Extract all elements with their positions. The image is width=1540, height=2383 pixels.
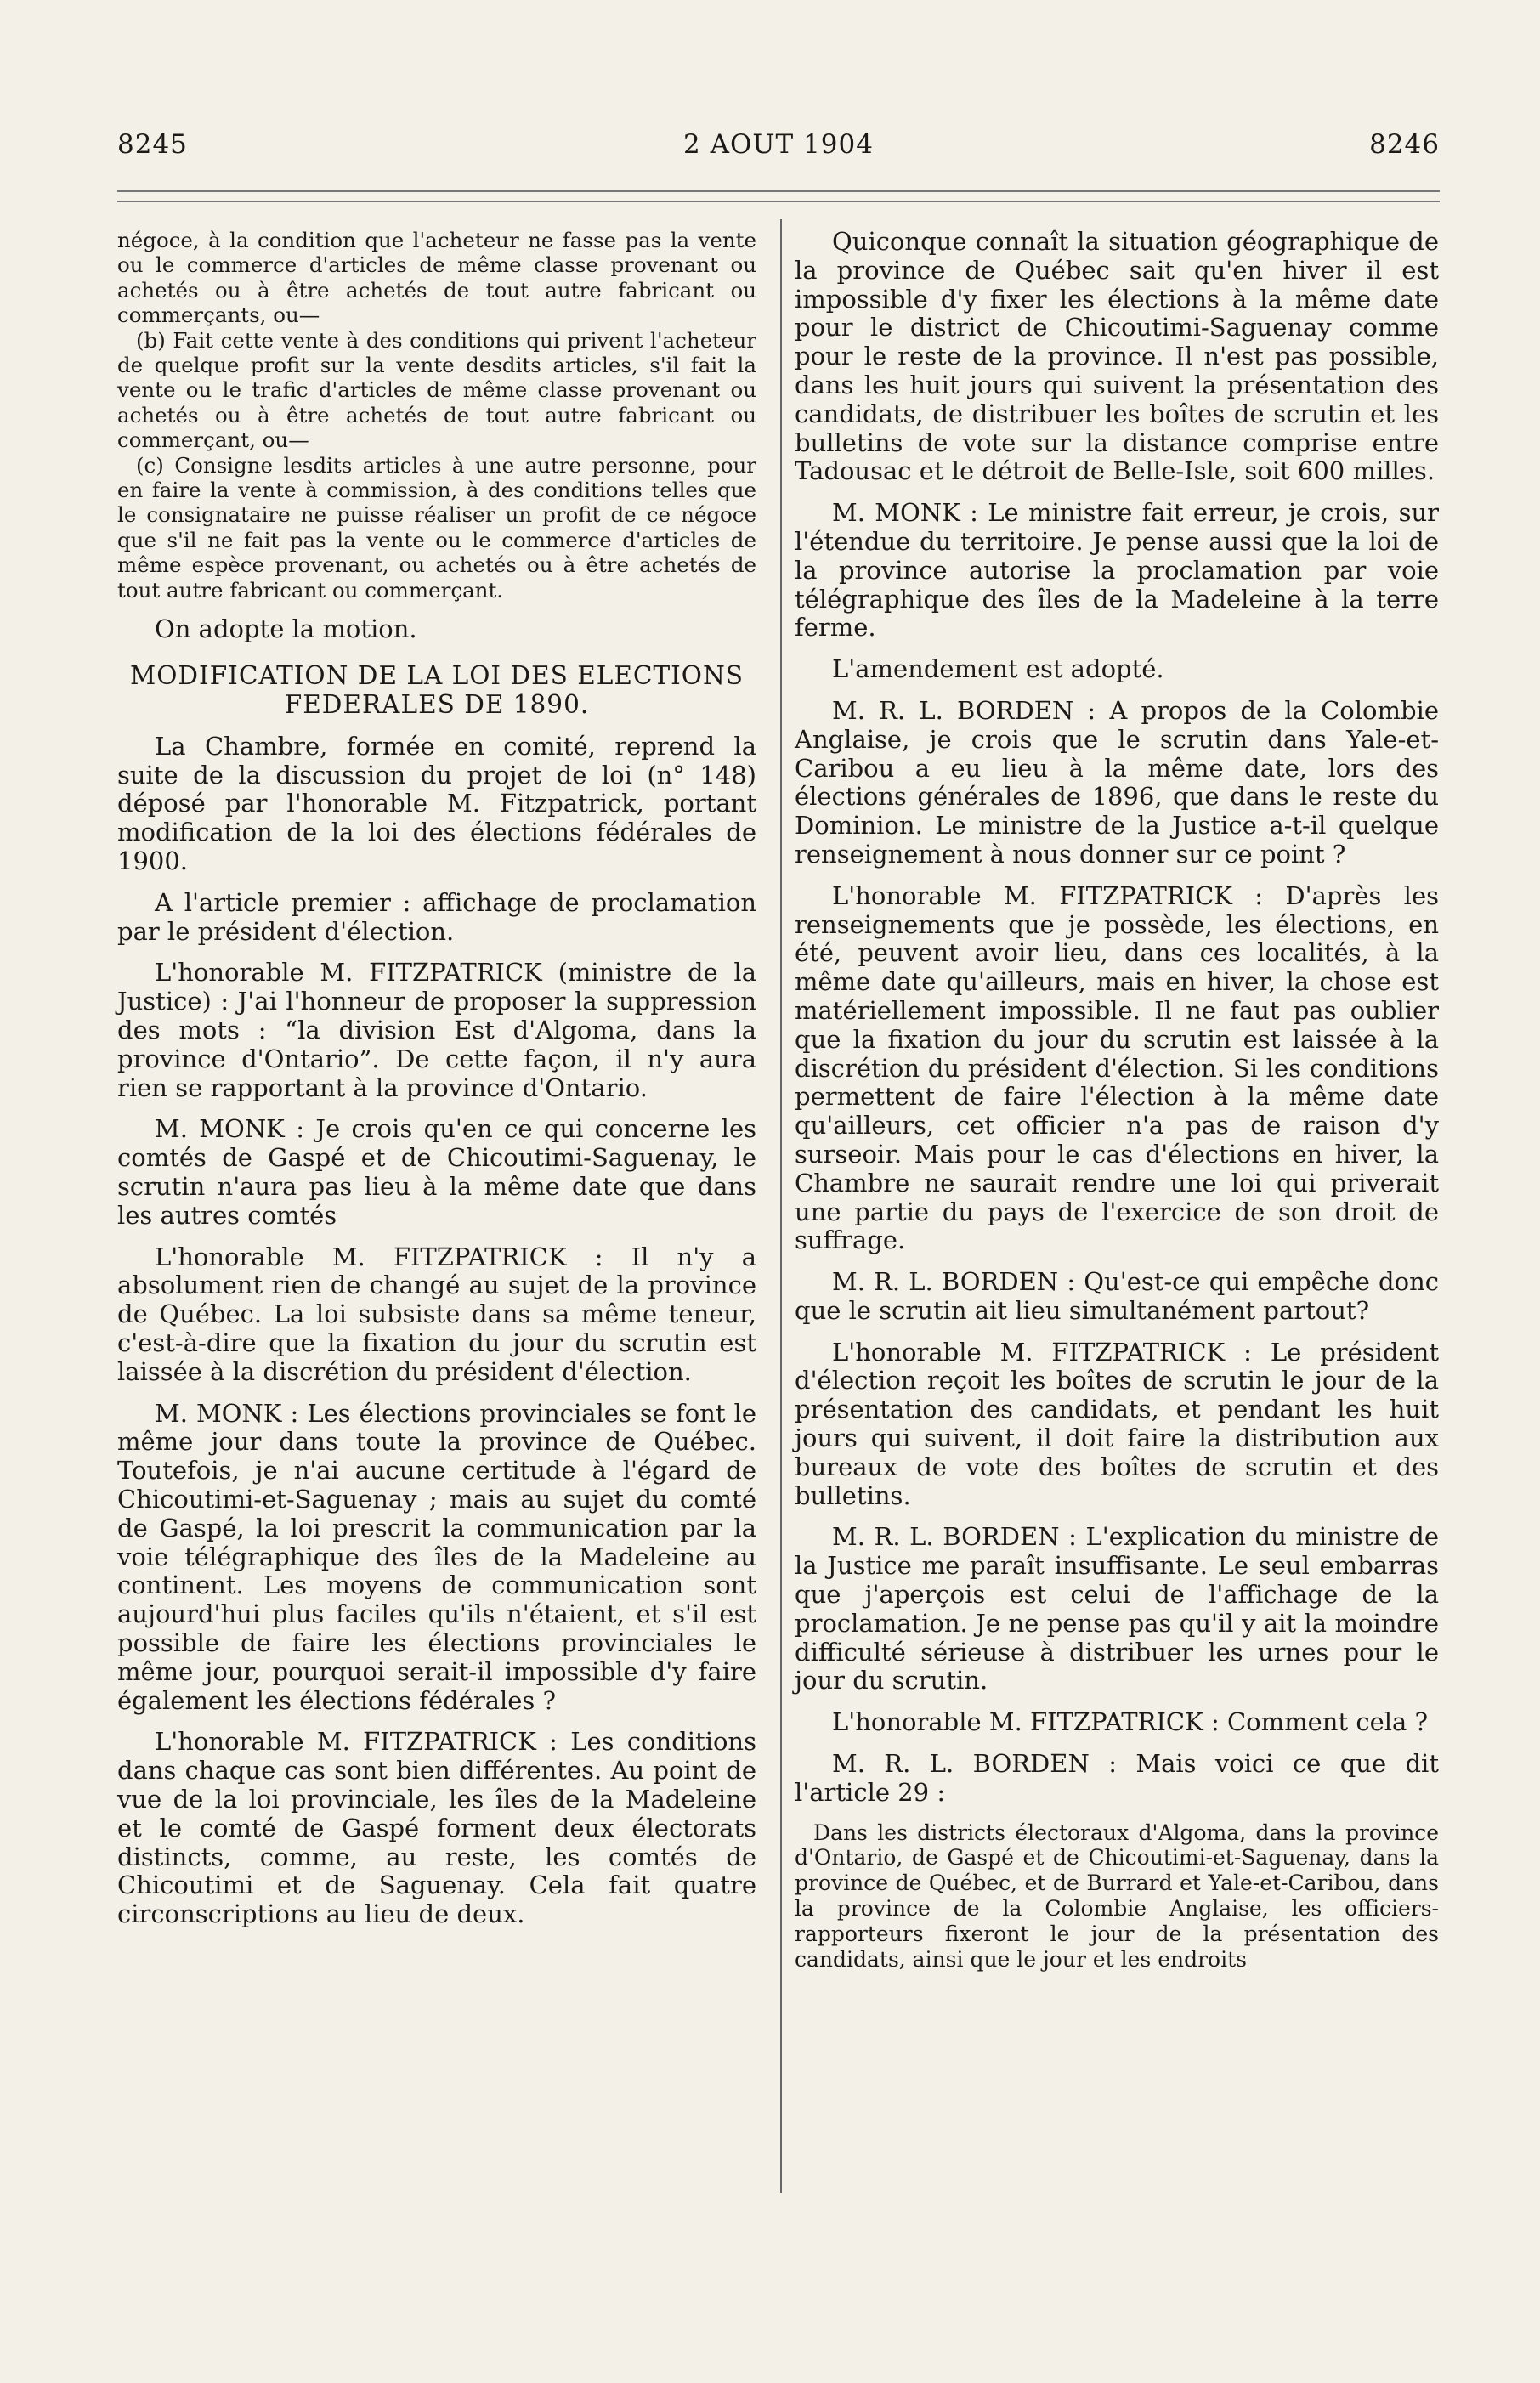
- lead-text: négoce, à la condition que l'acheteur ne fasse pas la vente ou le commerce d'articles de même classe provenant ou achetés ou à être achetés de tout autre fabricant ou commerçants, ou—: [117, 228, 756, 328]
- paragraph: M. R. L. BORDEN : Qu'est-ce qui empêche donc que le scrutin ait lieu simultanément partout?: [795, 1267, 1439, 1325]
- paragraph: A l'article premier : affichage de proclamation par le président d'élection.: [117, 887, 756, 946]
- page-date: 2 AOUT 1904: [683, 129, 874, 160]
- quoted-article: Dans les districts électoraux d'Algoma, dans la province d'Ontario, de Gaspé et de Chicoutimi-et-Saguenay, dans la province de Québec, et de Burrard et Yale-et-Caribou, dans la province de la Colombie Anglaise, les officiers-rapporteurs fixeront le jour de la présentation des candidats, ainsi que le jour et les endroits: [795, 1820, 1439, 1972]
- paragraph: Quiconque connaît la situation géographique de la province de Québec sait qu'en hiver il est impossible d'y fixer les élections à la même date pour le district de Chicoutimi-Saguenay comme pour le reste de la province. Il n'est pas possible, dans les huit jours qui suivent la présentation des candidats, de distribuer les boîtes de scrutin et les bulletins de vote sur la distance comprise entre Tadousac et le détroit de Belle-Isle, soit 600 milles.: [795, 227, 1439, 486]
- paragraph: M. MONK : Les élections provinciales se font le même jour dans toute la province de Québec. Toutefois, je n'ai aucune certitude à l'égard de Chicoutimi-et-Saguenay ; mais au sujet du comté de Gaspé, la loi prescrit la communication par la voie télégraphique des îles de la Madeleine au continent. Les moyens de communication sont aujourd'hui plus faciles qu'ils n'étaient, et s'il est possible de faire les élections provinciales le même jour, pourquoi serait-il impossible d'y faire également les élections fédérales ?: [117, 1398, 756, 1715]
- paragraph: L'honorable M. FITZPATRICK : Comment cela ?: [832, 1707, 1429, 1737]
- paragraph: L'honorable M. FITZPATRICK : Le président d'élection reçoit les boîtes de scrutin le jour de la présentation des candidats, et pendant les huit jours qui suivent, il doit faire la distribution aux bureaux de vote des boîtes de scrutin et des bulletins.: [795, 1337, 1439, 1510]
- paragraph: M. MONK : Le ministre fait erreur, je crois, sur l'étendue du territoire. Je pense aussi que la loi de la province autorise la proclamation par voie télégraphique des îles de la Madeleine à la terre ferme.: [795, 498, 1439, 642]
- column-divider: [780, 219, 782, 2193]
- header-rule-top: [117, 190, 1440, 192]
- paragraph: L'honorable M. FITZPATRICK : D'après les renseignements que je possède, les élections, en été, peuvent avoir lieu, dans ces localités, à la même date qu'ailleurs, mais en hiver, la chose est matériellement impossible. Il ne faut pas oublier que la fixation du jour du scrutin est laissée à la discrétion du président d'élection. Si les conditions permettent de faire l'élection à la même date qu'ailleurs, cet officier n'a pas de raison d'y surseoir. Mais pour le cas d'élections en hiver, la Chambre ne saurait rendre une loi qui priverait une partie du pays de l'exercice de son droit de suffrage.: [795, 880, 1439, 1255]
- motion-adopted: On adopte la motion.: [155, 614, 417, 644]
- paragraph: M. R. L. BORDEN : A propos de la Colombie Anglaise, je crois que le scrutin dans Yale-et-Caribou a eu lieu à la même date, lors des élections générales de 1896, que dans le reste du Dominion. Le ministre de la Justice a-t-il quelque renseignement à nous donner sur ce point ?: [795, 695, 1439, 869]
- paragraph: L'honorable M. FITZPATRICK (ministre de la Justice) : J'ai l'honneur de proposer la suppression des mots : “la division Est d'Algoma, dans la province d'Ontario”. De cette façon, il n'y aura rien se rapportant à la province d'Ontario.: [117, 958, 756, 1102]
- page-number-right: 8246: [1369, 129, 1440, 160]
- item-c: (c) Consigne lesdits articles à une autre personne, pour en faire la vente à commission, à des conditions telles que le consignataire ne puisse réaliser un profit de ce négoce que s'il ne fait pas la vente ou le commerce d'articles de même espèce provenant, ou achetés ou à être achetés de tout autre fabricant ou commerçant.: [117, 452, 756, 603]
- paragraph: L'honorable M. FITZPATRICK : Il n'y a absolument rien de changé au sujet de la province de Québec. La loi subsiste dans sa même teneur, c'est-à-dire que la fixation du jour du scrutin est laissée à la discrétion du président d'élection.: [117, 1242, 756, 1386]
- paragraph: La Chambre, formée en comité, reprend la suite de la discussion du projet de loi (n° 148) déposé par l'honorable M. Fitzpatrick, portant modification de la loi des élections fédérales de 1900.: [117, 731, 756, 876]
- paragraph: M. R. L. BORDEN : Mais voici ce que dit l'article 29 :: [795, 1749, 1439, 1807]
- paragraph: M. MONK : Je crois qu'en ce qui concerne les comtés de Gaspé et de Chicoutimi-Saguenay, le scrutin n'aura pas lieu à la même date que dans les autres comtés: [117, 1114, 756, 1230]
- paragraph: L'honorable M. FITZPATRICK : Les conditions dans chaque cas sont bien différentes. Au point de vue de la loi provinciale, les îles de la Madeleine et le comté de Gaspé forment deux électorats distincts, comme, au reste, les comtés de Chicoutimi et de Saguenay. Cela fait quatre circonscriptions au lieu de deux.: [117, 1727, 756, 1929]
- right-column: [795, 228, 1439, 1972]
- page-header: [117, 129, 1440, 172]
- section-heading: MODIFICATION DE LA LOI DES ELECTIONS FEDERALES DE 1890.: [130, 660, 744, 719]
- header-rule-bottom: [117, 201, 1440, 202]
- left-column: [117, 228, 756, 1942]
- item-b: (b) Fait cette vente à des conditions qui privent l'acheteur de quelque profit sur la vente desdits articles, s'il fait la vente ou le trafic d'articles de même classe provenant ou achetés ou à être achetés de tout autre fabricant ou commerçant, ou—: [117, 327, 756, 453]
- page-number-left: 8245: [117, 129, 188, 160]
- paragraph: M. R. L. BORDEN : L'explication du ministre de la Justice me paraît insuffisante. Le seul embarras que j'aperçois est celui de l'affichage de la proclamation. Je ne pense pas qu'il y ait la moindre difficulté sérieuse à distribuer les urnes pour le jour du scrutin.: [795, 1522, 1439, 1695]
- paragraph: L'amendement est adopté.: [832, 654, 1164, 684]
